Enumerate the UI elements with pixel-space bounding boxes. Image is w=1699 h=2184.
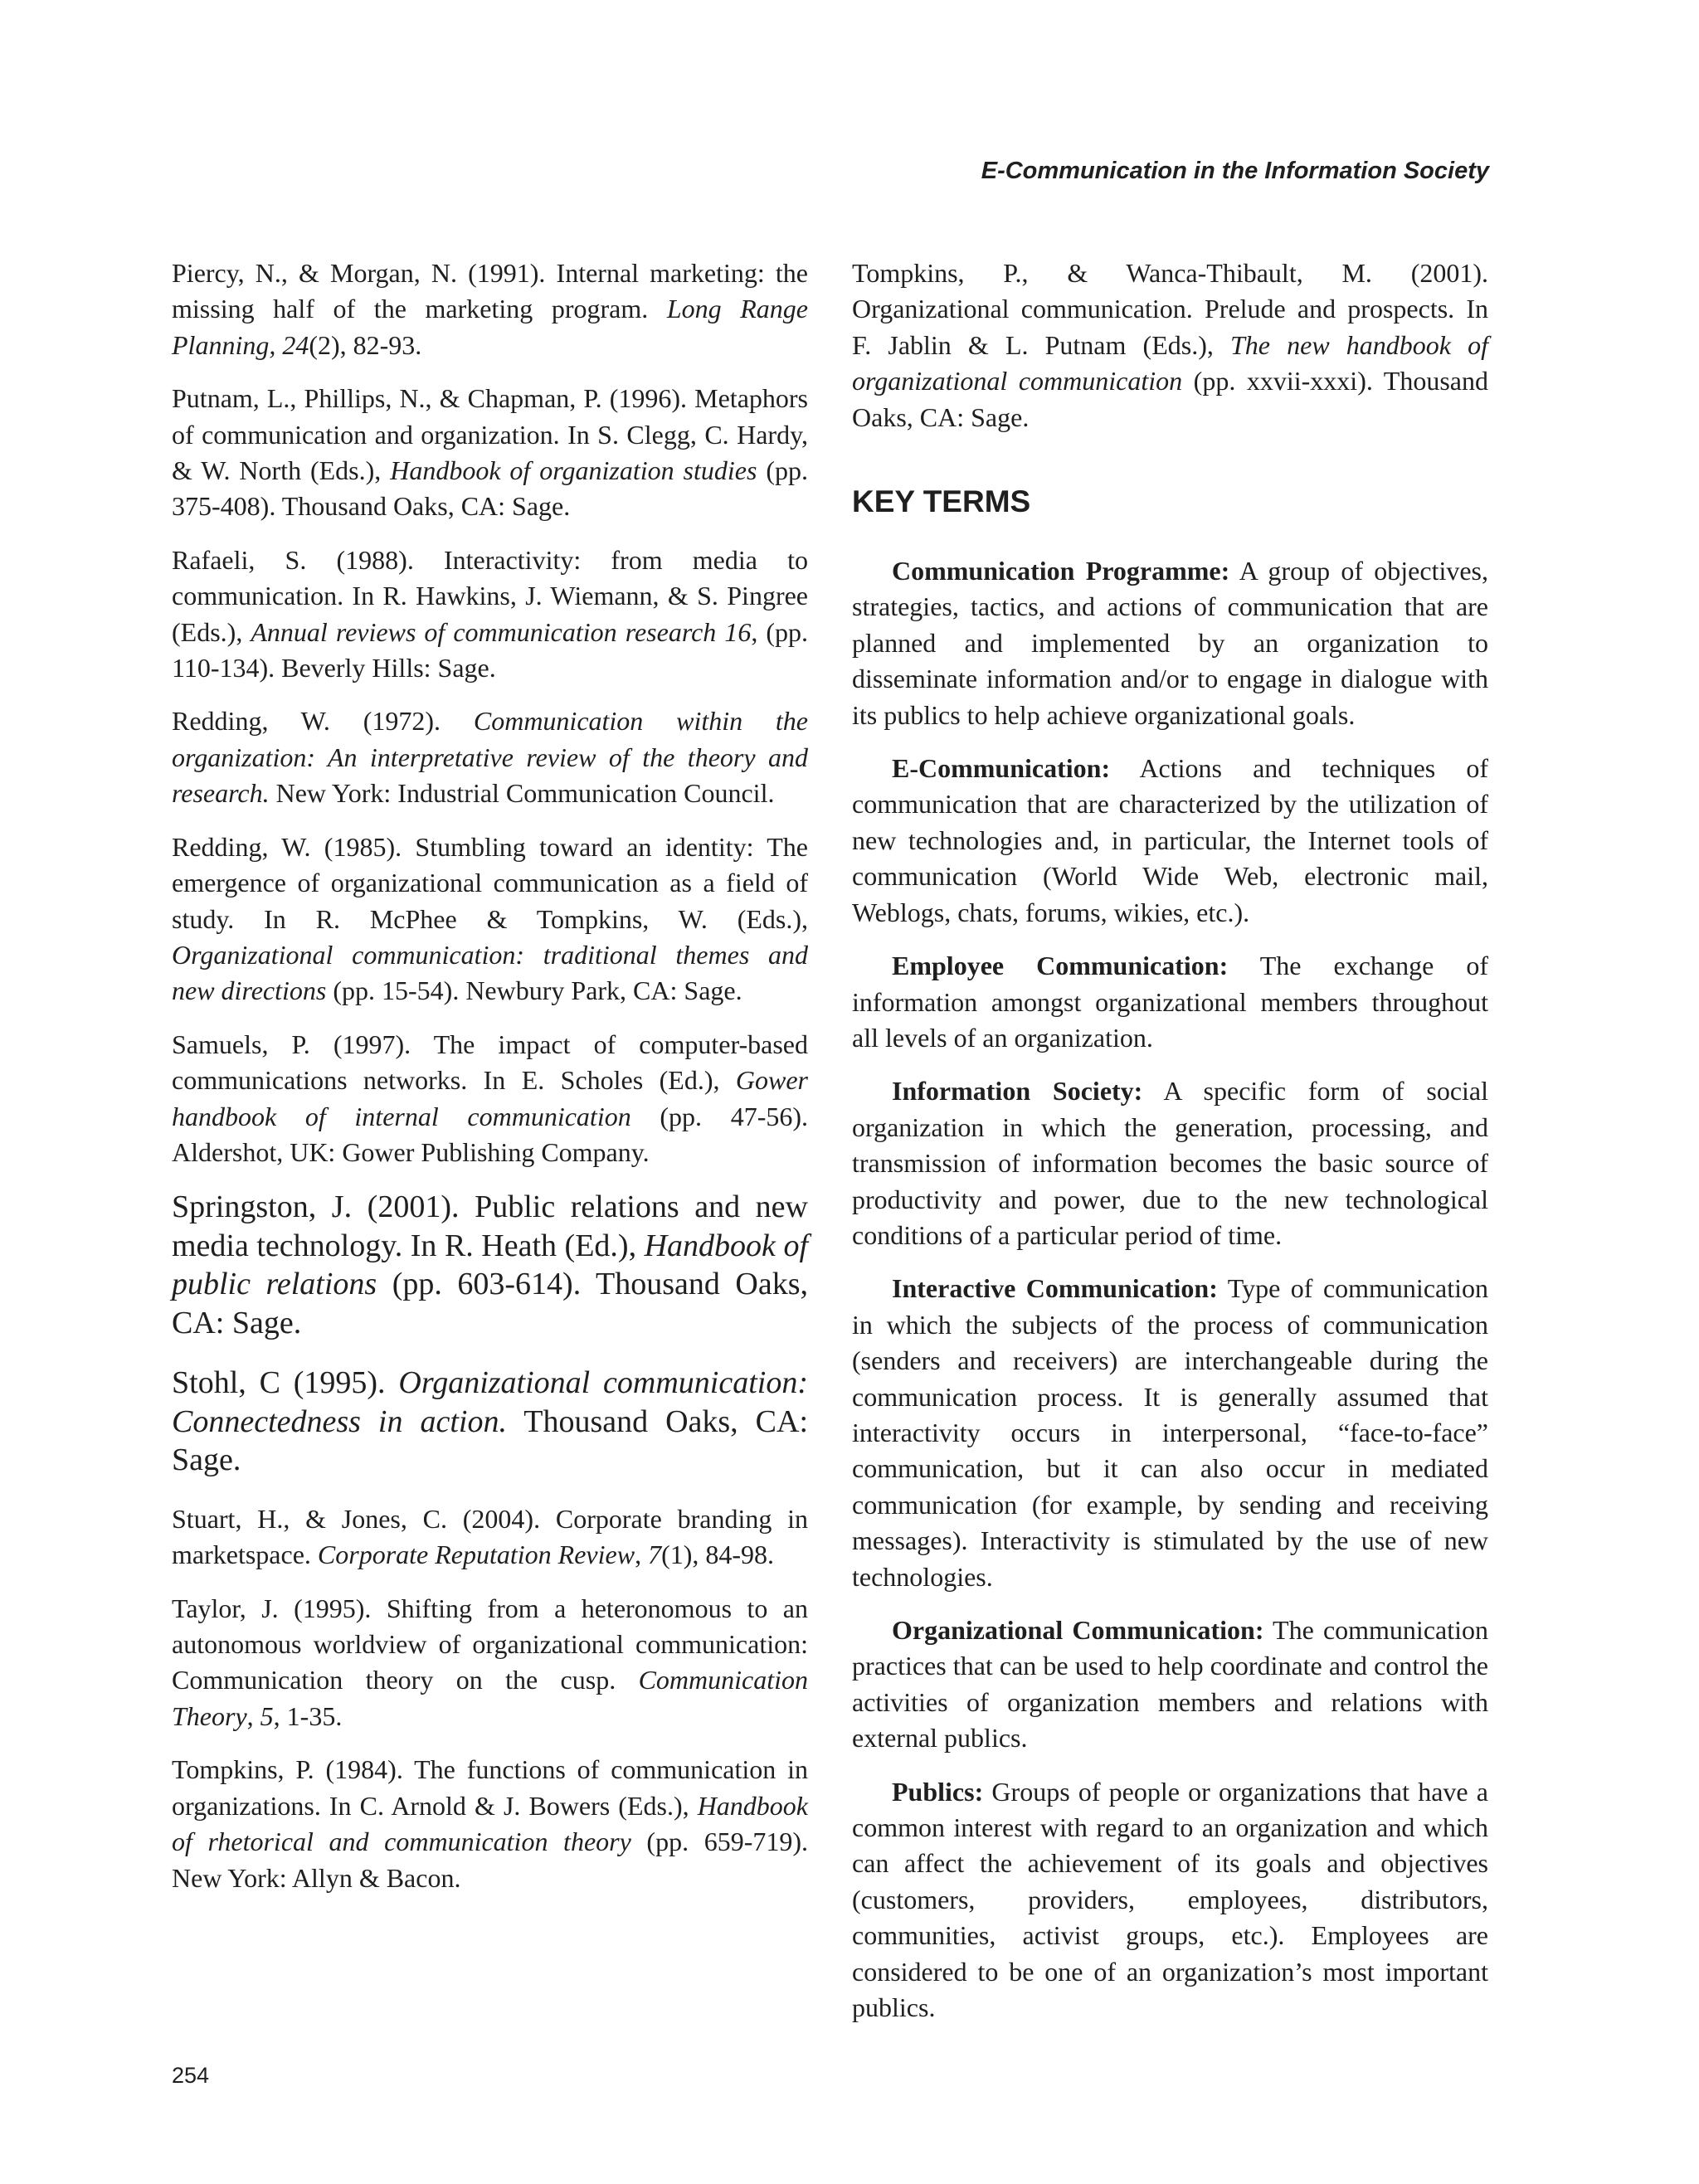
page-number: 254 (172, 2063, 210, 2088)
reference-entry: Samuels, P. (1997). The impact of computer-based communications networks. In E. Scholes (Ed.), Gower handbook of internal communication (pp. 47-56). Aldershot, UK: Gower Publishing Company. (172, 1029, 809, 1167)
term-label: Publics: (892, 1776, 984, 1807)
term-label: Interactive Communication: (892, 1273, 1218, 1304)
key-terms-heading: KEY TERMS (852, 484, 1031, 519)
reference-entry: Taylor, J. (1995). Shifting from a heteronomous to an autonomous worldview of organizational communication: Communication theory on the cusp. Communication Theory, 5, 1-35. (172, 1593, 808, 1731)
running-header: E-Communication in the Information Society (981, 158, 1489, 184)
reference-entry: Stohl, C (1995). Organizational communication: Connectedness in action. Thousand Oaks, CA: Sage. (172, 1365, 809, 1478)
term-label: Information Society: (892, 1076, 1143, 1107)
key-term-entry: Information Society: A specific form of social organization in which the generation, processing, and transmission of information becomes the basic source of productivity and power, due to the new technological conditions of a particular period of time. (852, 1076, 1489, 1250)
right-column (852, 255, 1488, 2043)
reference-entry: Tompkins, P. (1984). The functions of communication in organizations. In C. Arnold & J. Bowers (Eds.), Handbook of rhetorical and communication theory (pp. 659-719). New York: Allyn & Bacon. (172, 1754, 809, 1893)
reference-entry: Redding, W. (1985). Stumbling toward an identity: The emergence of organizational communication as a field of study. In R. McPhee & Tompkins, W. (Eds.), Organizational communication: traditional themes and new directions (pp. 15-54). Newbury Park, CA: Sage. (172, 831, 808, 1006)
reference-entry: Tompkins, P., & Wanca-Thibault, M. (2001). Organizational communication. Prelude and prospects. In F. Jablin & L. Putnam (Eds.), The new handbook of organizational communication (pp. xxvii-xxxi). Thousand Oaks, CA: Sage. (852, 258, 1489, 432)
key-term-entry: E-Communication: Actions and techniques of communication that are characterized by the utilization of new technologies and, in particular, the Internet tools of communication (World Wide Web, electronic mail, Weblogs, chats, forums, wikies, etc.). (852, 753, 1488, 927)
reference-entry: Springston, J. (2001). Public relations and new media technology. In R. Heath (Ed.), Handbook of public relations (pp. 603-614). Thousand Oaks, CA: Sage. (172, 1189, 808, 1340)
key-term-entry: Organizational Communication: The communication practices that can be used to help coordinate and control the activities of organization members and relations with external publics. (852, 1615, 1489, 1754)
reference-entry: Putnam, L., Phillips, N., & Chapman, P. (1996). Metaphors of communication and organization. In S. Clegg, C. Hardy, & W. North (Eds.), Handbook of organization studies (pp. 375-408). Thousand Oaks, CA: Sage. (172, 383, 809, 522)
term-label: Organizational Communication: (892, 1615, 1264, 1645)
key-term-entry: Interactive Communication: Type of communication in which the subjects of the process of communication (senders and receivers) are interchangeable during the communication process. It is generally assumed that interactivity occurs in interpersonal, “face-to-face” communication, but it can also occur in mediated communication (for example, by sending and receiving messages). Interactivity is stimulated by the use of new technologies. (852, 1273, 1489, 1592)
references-left-column (172, 255, 808, 1914)
reference-entry: Stuart, H., & Jones, C. (2004). Corporate branding in marketspace. Corporate Reputation Review, 7(1), 84-98. (172, 1503, 808, 1570)
key-term-entry: Employee Communication: The exchange of information amongst organizational members throughout all levels of an organization. (852, 951, 1489, 1053)
term-label: E-Communication: (892, 753, 1111, 784)
term-label: Employee Communication: (892, 951, 1229, 981)
key-term-entry: Communication Programme: A group of objectives, strategies, tactics, and actions of communication that are planned and implemented by an organization to disseminate information and/or to engage in dialogue with its publics to help achieve organizational goals. (852, 556, 1489, 730)
key-term-entry: Publics: Groups of people or organizations that have a common interest with regard to an organization and which can affect the achievement of its goals and objectives (customers, providers, employees, distributors, communities, activist groups, etc.). Employees are considered to be one of an organization’s most important publics. (852, 1776, 1488, 2023)
reference-entry: Rafaeli, S. (1988). Interactivity: from media to communication. In R. Hawkins, J. Wiemann, & S. Pingree (Eds.), Annual reviews of communication research 16, (pp. 110-134). Beverly Hills: Sage. (172, 544, 809, 683)
term-label: Communication Programme: (892, 556, 1230, 586)
reference-entry: Piercy, N., & Morgan, N. (1991). Internal marketing: the missing half of the marketing program. Long Range Planning, 24(2), 82-93. (172, 258, 809, 360)
reference-entry: Redding, W. (1972). Communication within the organization: An interpretative review of the theory and research. New York: Industrial Communication Council. (172, 706, 809, 809)
